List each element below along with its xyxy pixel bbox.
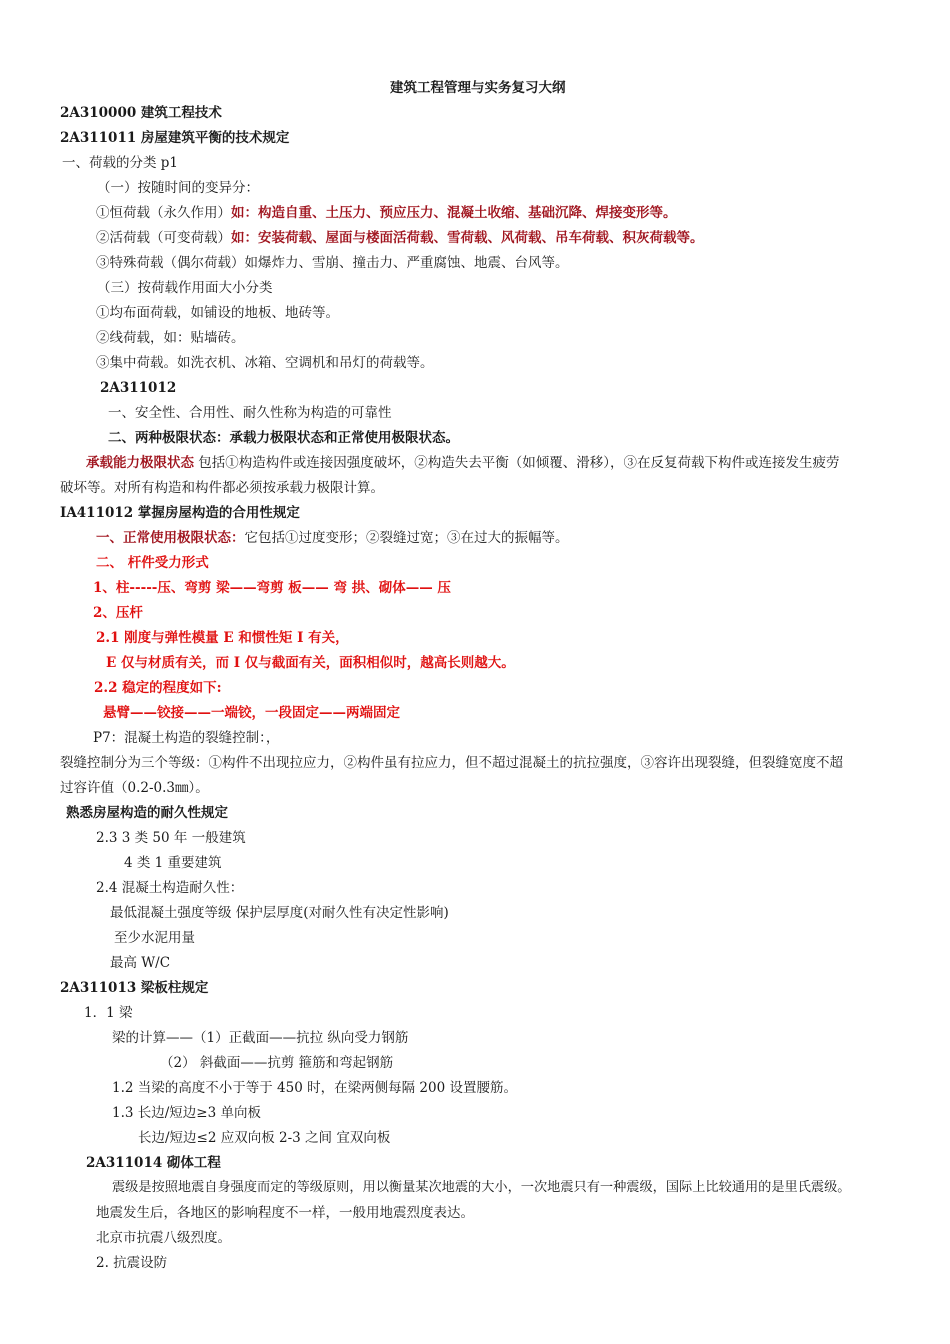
text-line: ①均布面荷载，如铺设的地板、地砖等。 xyxy=(96,305,339,321)
text-line: ③特殊荷载（偶尔荷载）如爆炸力、雪崩、撞击力、严重腐蚀、地震、台风等。 xyxy=(96,255,569,271)
text-line xyxy=(96,204,677,222)
heading-2a311011: 2A311011 房屋建筑平衡的技术规定 xyxy=(60,130,290,146)
text-line: 二、两种极限状态：承载力极限状态和正常使用极限状态。 xyxy=(108,430,459,446)
text-line: 最高 W/C xyxy=(110,955,171,971)
text-line: 悬臂——铰接——一端铰，一段固定——两端固定 xyxy=(103,705,400,721)
text-line: （一）按随时间的变异分： xyxy=(97,180,259,196)
text-line: 最低混凝土强度等级 保护层厚度(对耐久性有决定性影响) xyxy=(110,905,449,921)
text-line: ②线荷载，如：贴墙砖。 xyxy=(96,330,245,346)
text-line: 2.3 3 类 50 年 一般建筑 xyxy=(96,830,246,846)
text-line: 1.3 长边/短边≥3 单向板 xyxy=(112,1105,262,1121)
text-line: 一、安全性、合用性、耐久性称为构造的可靠性 xyxy=(108,405,392,421)
text-span: 它包括①过度变形；②裂缝过宽；③在过大的振幅等。 xyxy=(244,530,569,546)
heading-2a311013: 2A311013 梁板柱规定 xyxy=(60,980,209,996)
text-line: E 仅与材质有关，而 I 仅与截面有关，面积相似时，越高长则越大。 xyxy=(106,655,515,671)
text-line: 一、荷载的分类 p1 xyxy=(62,155,179,171)
text-line: 裂缝控制分为三个等级：①构件不出现拉应力，②构件虽有拉应力，但不超过混凝土的抗拉强度，③容许出现裂缝，但裂缝宽度不超 xyxy=(60,755,843,771)
text-line: 长边/短边≤2 应双向板 2-3 之间 宜双向板 xyxy=(138,1130,391,1146)
text-line: 至少水泥用量 xyxy=(114,930,195,946)
text-line: 梁的计算——（1）正截面——抗拉 纵向受力钢筋 xyxy=(112,1030,409,1046)
text-line: 地震发生后，各地区的影响程度不一样，一般用地震烈度表达。 xyxy=(96,1205,474,1221)
emphasis-text: 如：安装荷载、屋面与楼面活荷载、雪荷载、风荷载、吊车荷载、积灰荷载等。 xyxy=(231,230,704,246)
text-line: 2. 抗震设防 xyxy=(96,1255,168,1271)
text-line xyxy=(86,454,840,472)
text-span: ①恒荷载（永久作用） xyxy=(96,205,231,221)
text-span: ②活荷载（可变荷载） xyxy=(96,230,231,246)
text-line: 4 类 1 重要建筑 xyxy=(124,855,222,871)
text-line: （2） 斜截面——抗剪 箍筋和弯起钢筋 xyxy=(160,1055,394,1071)
emphasis-text: 一、正常使用极限状态： xyxy=(96,530,245,546)
text-line: 震级是按照地震自身强度而定的等级原则，用以衡量某次地震的大小，一次地震只有一种震级，国际上比较通用的是里氏震级。 xyxy=(112,1180,851,1195)
text-line: 1、柱-----压、弯剪 梁——弯剪 板—— 弯 拱、砌体—— 压 xyxy=(93,580,451,596)
text-line: P7：混凝土构造的裂缝控制：， xyxy=(93,730,280,746)
text-span: 包括①构造构件或连接因强度破坏，②构造失去平衡（如倾覆、滑移），③在反复荷载下构件或连接发生疲劳 xyxy=(194,455,840,471)
heading-2a310000: 2A310000 建筑工程技术 xyxy=(60,105,222,121)
document-title: 建筑工程管理与实务复习大纲 xyxy=(390,80,566,96)
text-line: 北京市抗震八级烈度。 xyxy=(96,1230,231,1246)
text-line xyxy=(96,529,569,547)
heading-durability: 熟悉房屋构造的耐久性规定 xyxy=(66,805,228,821)
text-line: 2.1 刚度与弹性模量 E 和惯性矩 I 有关， xyxy=(96,630,349,646)
text-line: 过容许值（0.2-0.3㎜）。 xyxy=(60,780,209,796)
heading-2a311014: 2A311014 砌体工程 xyxy=(86,1155,221,1171)
text-line: ③集中荷载。如洗衣机、冰箱、空调机和吊灯的荷载等。 xyxy=(96,355,434,371)
text-line: 2.4 混凝土构造耐久性： xyxy=(96,880,244,896)
text-line: 二、 杆件受力形式 xyxy=(96,555,209,571)
emphasis-text: 如：构造自重、土压力、预应压力、混凝土收缩、基础沉降、焊接变形等。 xyxy=(231,205,677,221)
text-line: 1.2 当梁的高度不小于等于 450 时，在梁两侧每隔 200 设置腰筋。 xyxy=(112,1080,517,1096)
text-line: 2、压杆 xyxy=(93,605,143,621)
heading-2a311012: 2A311012 xyxy=(100,380,177,396)
text-line: （三）按荷载作用面大小分类 xyxy=(97,280,273,296)
heading-ia411012: IA411012 掌握房屋构造的合用性规定 xyxy=(60,505,300,521)
text-line: 破坏等。对所有构造和构件都必须按承载力极限计算。 xyxy=(60,480,384,496)
text-line: 1．1 梁 xyxy=(84,1005,133,1021)
emphasis-text: 承载能力极限状态 xyxy=(86,455,194,471)
text-line xyxy=(96,229,704,247)
text-line: 2.2 稳定的程度如下: xyxy=(94,680,222,696)
